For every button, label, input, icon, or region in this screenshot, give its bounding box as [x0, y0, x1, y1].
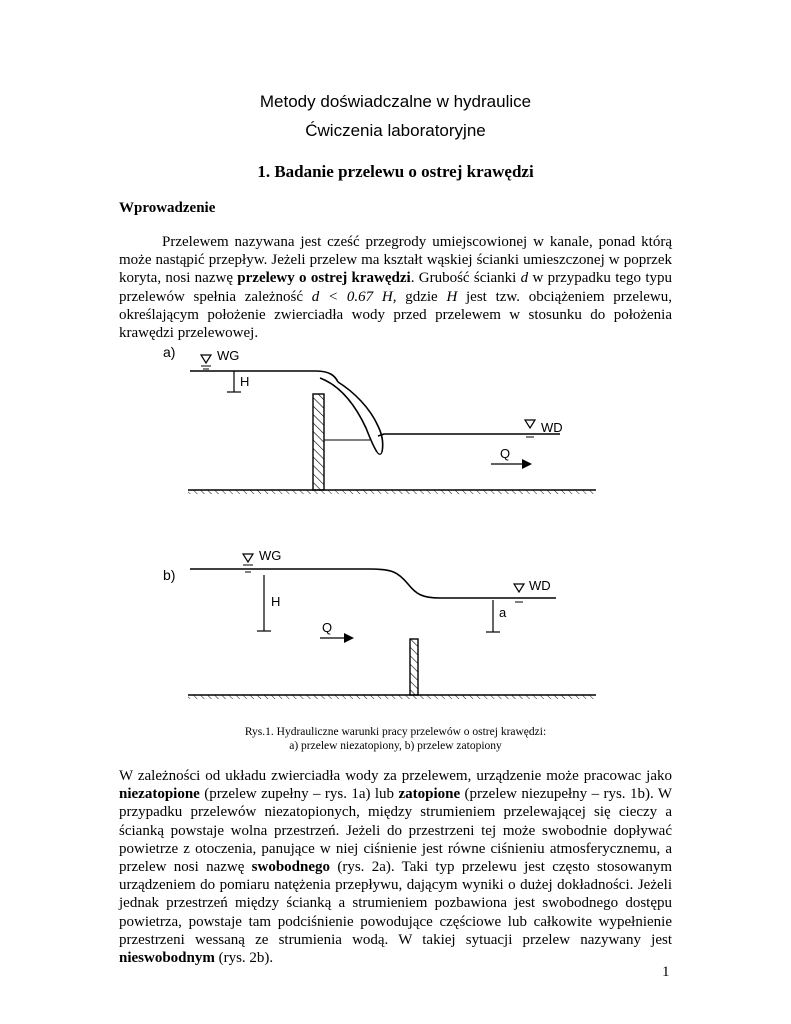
h-label-a: H — [240, 374, 250, 389]
bold-term: zatopione — [398, 786, 461, 803]
wd-label-a: WD — [541, 420, 563, 435]
figure-caption-line1: Rys.1. Hydrauliczne warunki pracy przelewów o ostrej krawędzi: — [244, 726, 547, 738]
weir-wall-b — [410, 639, 418, 695]
document-subtitle: Ćwiczenia laboratoryjne — [305, 121, 486, 140]
text-run: (przelew niezupełny – rys. 1b). W przypadku przelewów niezatopionych, między strumieniem przelewającej się cieczy a ścianką powstaje wolna przestrzeń. Jeżeli do przestrzeni tej może swobodnie dopływać powietrze z otoczenia, panujące w niej ciśnienie jest równe ciśnieniu atmosferycznemu, a przelew nosi nazwę — [119, 786, 672, 876]
h-dimension-a — [227, 371, 241, 392]
panel-a-label: a) — [163, 344, 176, 360]
water-level-triangle-icon — [201, 355, 211, 363]
h-dimension-b — [257, 575, 271, 631]
a-label-b: a — [499, 605, 507, 620]
channel-bed-b — [188, 695, 596, 699]
text-run: gdzie — [396, 288, 447, 305]
document-title: Metody doświadczalne w hydraulice — [259, 92, 532, 111]
bold-term: nieswobodnym — [119, 950, 215, 967]
water-level-triangle-icon — [514, 584, 524, 592]
subsection-heading: Wprowadzenie — [119, 200, 216, 216]
flow-arrow-a — [491, 459, 532, 469]
page-number: 1 — [662, 964, 670, 980]
text-run: (rys. 2a). Taki typ przelewu jest często stosowanym urządzeniem do pomiaru natężenia przepływu, dającym wyniki o dużej dokładności. Jeżeli jednak przestrzeń między ścianką a strumieniem pozbawiona jest swobodnego dostępu powietrza, powstaje tam podciśnienie powodujące częściowe lub całkowite wypełnienie przestrzeni wessaną ze strumienia wodą. W takiej sytuacji przelew nazywany jest — [119, 859, 672, 948]
q-label-a: Q — [500, 446, 511, 461]
section-heading: 1. Badanie przelewu o ostrej krawędzi — [257, 162, 534, 181]
wg-label-b: WG — [259, 548, 282, 563]
tailwater-level-a — [378, 420, 560, 437]
q-label-b: Q — [322, 620, 333, 635]
wd-label-b: WD — [529, 578, 551, 593]
text-run: Przelewem nazywana jest cześć przegrody umiejscowionej w kanale, ponad którą może nastąpić przepływ. Jeżeli przelew ma kształt wąskiej ścianki umieszczonej w poprzek koryta, nosi nazwę — [119, 234, 672, 287]
italic-symbol: d — [520, 270, 529, 287]
text-run: (przelew zupełny – rys. 1a) lub — [199, 786, 399, 803]
bold-term: niezatopione — [119, 786, 200, 803]
body-paragraph — [119, 767, 672, 967]
bold-term: swobodnego — [251, 859, 331, 876]
channel-bed-a — [188, 490, 596, 494]
text-run: (rys. 2b). — [214, 950, 274, 967]
intro-paragraph — [119, 233, 672, 342]
text-run: W zależności od układu zwierciadła wody za przelewem, urządzenie może pracowac jako — [119, 768, 672, 784]
weir-wall-a — [313, 394, 324, 490]
text-run: . Grubość ścianki — [410, 270, 521, 287]
h-label-b: H — [271, 594, 281, 609]
wg-label-a: WG — [217, 348, 240, 363]
bold-term: przelewy o ostrej krawędzi — [237, 270, 411, 287]
a-dimension-b — [486, 600, 500, 632]
tailwater-level-b — [514, 584, 524, 602]
water-level-triangle-icon — [525, 420, 535, 428]
panel-b-label: b) — [163, 567, 176, 583]
italic-formula: d < 0.67 H, — [311, 288, 397, 305]
weir-diagram — [150, 340, 610, 710]
upstream-water-level-a — [190, 355, 338, 382]
nappe-jet-a — [320, 378, 383, 454]
water-level-triangle-icon — [243, 554, 253, 562]
text-run: jest tzw. obciążeniem przelewu, określającym położenie zwierciadła wody przed przelewem w stosunku do położenia krawędzi przelewowej. — [119, 288, 672, 342]
figure-caption-line2: a) przelew niezatopiony, b) przelew zatopiony — [289, 740, 502, 752]
italic-symbol: H — [446, 288, 458, 305]
upstream-water-level-b — [190, 554, 556, 598]
text-run: w przypadku tego typu przelewów spełnia zależność — [119, 270, 672, 305]
